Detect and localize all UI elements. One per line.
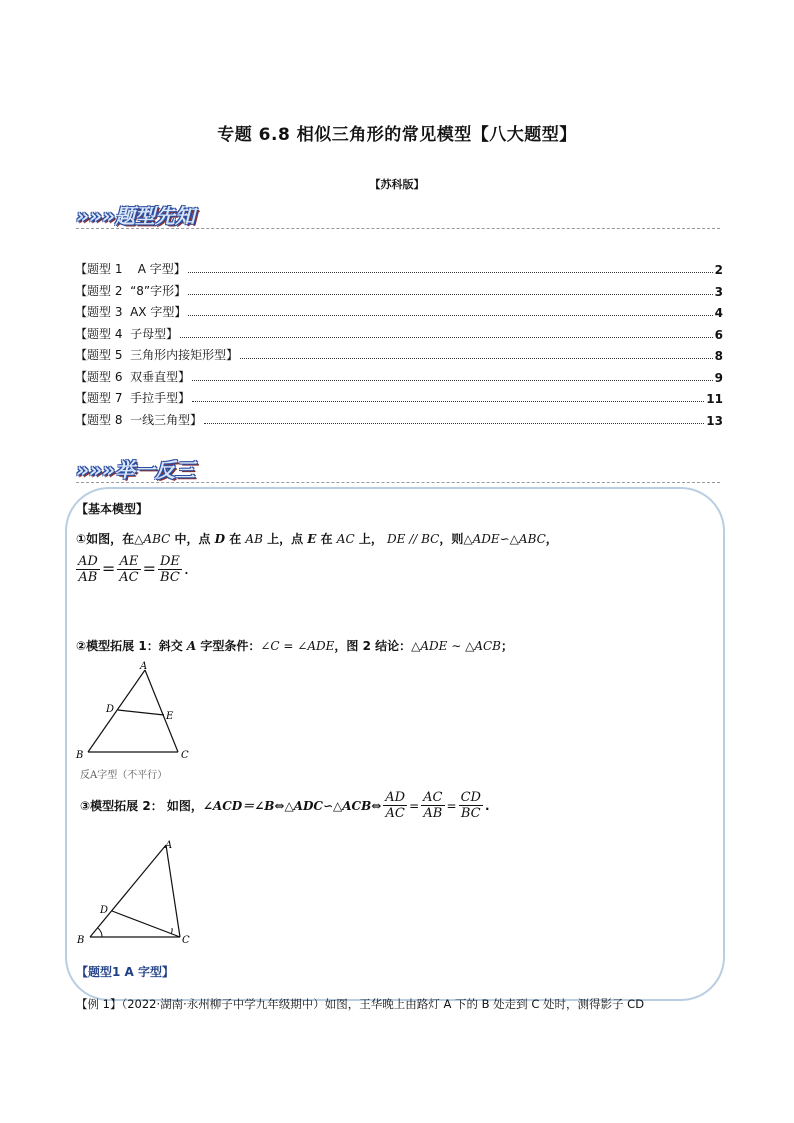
vertex-label-c: C (182, 935, 190, 946)
ratio-equation-1: $\frac{AD}{AB}$ = $\frac{AE}{AC}$ = $\frac{DE}{BC}$ . (78, 554, 189, 585)
toc-page-number: 3 (714, 284, 723, 299)
toc-leader-dots (188, 315, 712, 316)
toc-entry-label: 【题型 5 三角形内接矩形型】 (75, 348, 239, 362)
toc-page-number: 2 (714, 263, 723, 277)
toc-entry[interactable] (75, 410, 723, 428)
toc-leader-dots (192, 401, 704, 402)
fraction: $\frac{AE}{AC}$ (119, 554, 139, 585)
fraction: $\frac{AD}{AC}$ (385, 790, 406, 821)
vertex-label-c: C (181, 750, 189, 761)
fraction: $\frac{AD}{AB}$ (78, 554, 98, 585)
toc-page-number: 9 (714, 370, 723, 385)
toc-entry[interactable] (75, 367, 723, 385)
toc-entry[interactable] (75, 324, 723, 342)
fraction: $\frac{CD}{BC}$ (460, 790, 481, 821)
toc-page-number: 4 (714, 306, 723, 320)
divider-line (76, 482, 720, 483)
model-line-2: ②模型拓展 1：斜交 A 字型条件：∠C = ∠ADE，图 2 结论：△ADE ∼ △ACB； (76, 639, 513, 653)
fraction: $\frac{AC}{AB}$ (423, 790, 443, 821)
toc-entry[interactable] (75, 388, 723, 406)
banner-examples: »»»举一反三 (76, 458, 195, 482)
figure-caption: 反A字型（不平行） (80, 770, 168, 781)
toc-entry-label: 【题型 8 一线三角型】 (75, 412, 203, 427)
toc-entry[interactable] (75, 281, 723, 299)
toc-leader-dots (188, 294, 712, 295)
model-line-3: ③模型拓展 2： 如图， ∠ACD＝∠B⇔△ADC∽△ACB⇔ $\frac{AD}{AC}$ = $\frac{AC}{AB}$ = $\frac{CD}{BC}$ . (80, 790, 490, 821)
basic-model-heading: 【基本模型】 (76, 502, 149, 516)
page-title: 专题 6.8 相似三角形的常见模型【八大题型】 (217, 125, 577, 145)
figure-mother-child-triangle (70, 835, 200, 950)
vertex-label-e: E (166, 711, 174, 722)
vertex-label-a: A (140, 661, 148, 672)
figure-reverse-a-triangle (70, 660, 210, 762)
toc-entry-label: 【题型 1 A 字型】 (75, 262, 186, 276)
vertex-label-b: B (76, 750, 84, 761)
toc-entry-label: 【题型 4 子母型】 (75, 326, 179, 341)
section-heading: 【题型1 A 字型】 (76, 965, 174, 979)
toc-leader-dots (180, 337, 713, 338)
edition-label: 【苏科版】 (369, 178, 425, 191)
model-line-1: ①如图，在△ABC 中，点 D 在 AB 上，点 E 在 AC 上， DE // BC，则△ADE∽△ABC， (76, 532, 558, 546)
banner-preview: »»»题型先知 (76, 204, 195, 228)
toc-leader-dots (240, 358, 713, 359)
toc-page-number: 11 (706, 392, 723, 406)
divider-line (76, 228, 720, 229)
example-1-text: 【例 1】（2022·湖南·永州柳子中学九年级期中）如图，王华晚上由路灯 A 下的 B 处走到 C 处时，测得影子 CD (76, 997, 645, 1011)
toc-leader-dots (192, 380, 713, 381)
toc-entry[interactable] (75, 345, 723, 363)
vertex-label-d: D (106, 704, 115, 715)
toc-leader-dots (188, 272, 713, 273)
toc-page-number: 13 (706, 413, 723, 428)
toc-entry[interactable] (75, 259, 723, 277)
toc-entry-label: 【题型 7 手拉手型】 (75, 391, 191, 405)
fraction: $\frac{DE}{BC}$ (159, 554, 180, 585)
toc-leader-dots (204, 423, 704, 424)
vertex-label-d: D (100, 905, 109, 916)
toc-entry[interactable] (75, 302, 723, 320)
toc-page-number: 6 (714, 327, 723, 342)
vertex-label-a: A (165, 840, 173, 851)
vertex-label-b: B (77, 935, 85, 946)
toc-entry-label: 【题型 2 “8”字形】 (75, 283, 187, 298)
toc-entry-label: 【题型 3 AX 字型】 (75, 305, 187, 319)
toc-entry-label: 【题型 6 双垂直型】 (75, 369, 191, 384)
toc-page-number: 8 (714, 349, 723, 363)
